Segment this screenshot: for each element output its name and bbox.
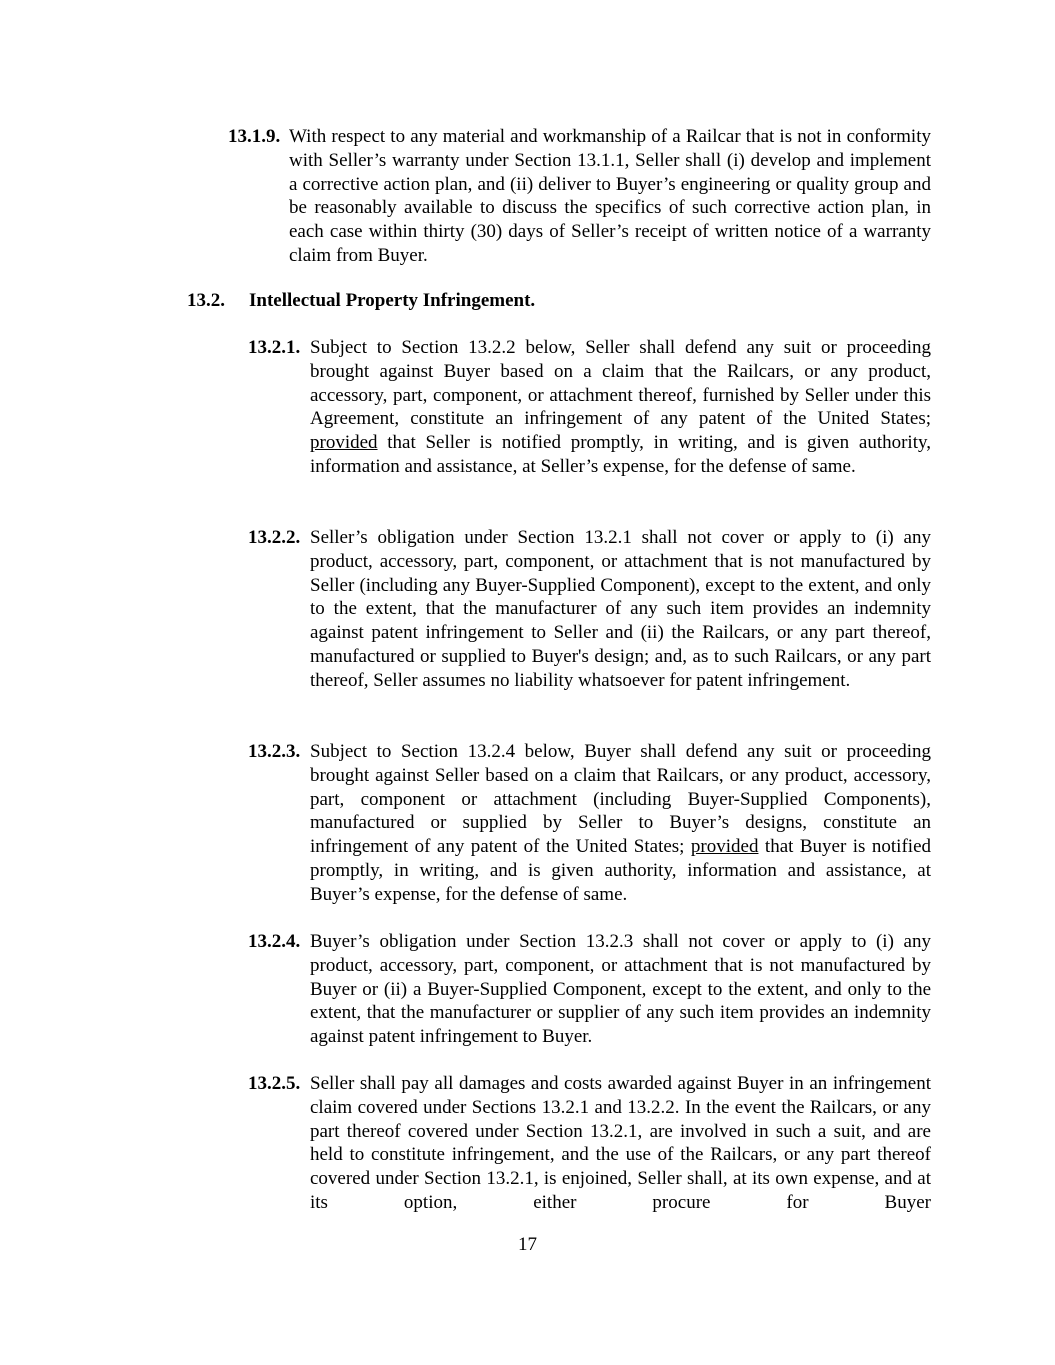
clause-13-2-2 [248, 526, 931, 693]
section-heading-13-2 [187, 289, 687, 313]
clause-text [310, 336, 931, 479]
clause-number: 13.1.9. [228, 126, 281, 147]
clause-13-2-1 [248, 336, 931, 479]
clause-text-part: Subject to Section 13.2.2 below, Seller shall defend any suit or proceeding brought against Buyer based on a claim that the Railcars, or any product, accessory, part, component, or attachment thereof, furnished by Seller under this Agreement, constitute an infringement of any patent of the United States; [310, 337, 931, 430]
clause-number: 13.2.1. [248, 337, 301, 358]
clause-text: With respect to any material and workmanship of a Railcar that is not in conformity with Seller’s warranty under Section 13.1.1, Seller shall (i) develop and implement a corrective action plan, and (ii) deliver to Buyer’s engineering or quality group and be reasonably available to discuss the specifics of such corrective action plan, in each case within thirty (30) days of Seller’s receipt of written notice of a warranty claim from Buyer. [289, 126, 931, 266]
page-number: 17 [518, 1234, 537, 1255]
clause-13-2-3 [248, 740, 932, 907]
provided-underlined: provided [310, 432, 378, 454]
clause-number: 13.2.3. [248, 741, 301, 762]
clause-number: 13.2.2. [248, 527, 301, 548]
section-number: 13.2. [187, 290, 225, 311]
clause-text: Seller’s obligation under Section 13.2.1 shall not cover or apply to (i) any product, accessory, part, component, or attachment that is not manufactured by Seller (including any Buyer-Supplied Component), except to the extent, and only to the extent, that the manufacturer of any such item provides an indemnity against patent infringement to Seller and (ii) the Railcars, or any part thereof, manufactured or supplied to Buyer's design; and, as to such Railcars, or any part thereof, Seller assumes no liability whatsoever for patent infringement. [310, 527, 931, 691]
provided-underlined: provided [690, 836, 759, 858]
clause-text-part: that Seller is notified promptly, in writing, and is given authority, information and assistance, at Seller’s expense, for the defense of same. [310, 432, 931, 477]
section-title: Intellectual Property Infringement. [249, 290, 536, 311]
clause-number: 13.2.5. [248, 1073, 301, 1094]
clause-text-part: that Buyer is notified promptly, in writing, and is given authority, information and assistance, at Buyer’s expense, for the defense of same. [310, 836, 932, 905]
clause-number: 13.2.4. [248, 931, 301, 952]
clause-text: Buyer’s obligation under Section 13.2.3 shall not cover or apply to (i) any product, accessory, part, component, or attachment that is not manufactured by Buyer or (ii) a Buyer-Supplied Component, except to the extent, and only to the extent, that the manufacturer or supplier of any such item provides an indemnity against patent infringement to Buyer. [310, 931, 931, 1048]
clause-text: Seller shall pay all damages and costs awarded against Buyer in an infringement claim covered under Sections 13.2.1 and 13.2.2. In the event the Railcars, or any part thereof covered under Section 13.2.1, are involved in such a suit, and are held to constitute infringement, and the use of the Railcars, or any part thereof covered under Section 13.2.1, is enjoined, Seller shall, at its own expense, and at its option, either procure for Buyer [310, 1073, 931, 1213]
clause-text [310, 740, 931, 907]
clause-text-part: Subject to Section 13.2.4 below, Buyer shall defend any suit or proceeding brought against Seller based on a claim that Railcars, or any product, accessory, part, component or attachment (including Buyer-Supplied Components), manufactured or supplied by Seller to Buyer’s designs, constitute an infringement of any patent of the United States; [310, 741, 931, 858]
clause-13-2-4 [248, 930, 931, 1049]
clause-13-1-9 [228, 125, 931, 268]
clause-13-2-5 [248, 1072, 931, 1215]
